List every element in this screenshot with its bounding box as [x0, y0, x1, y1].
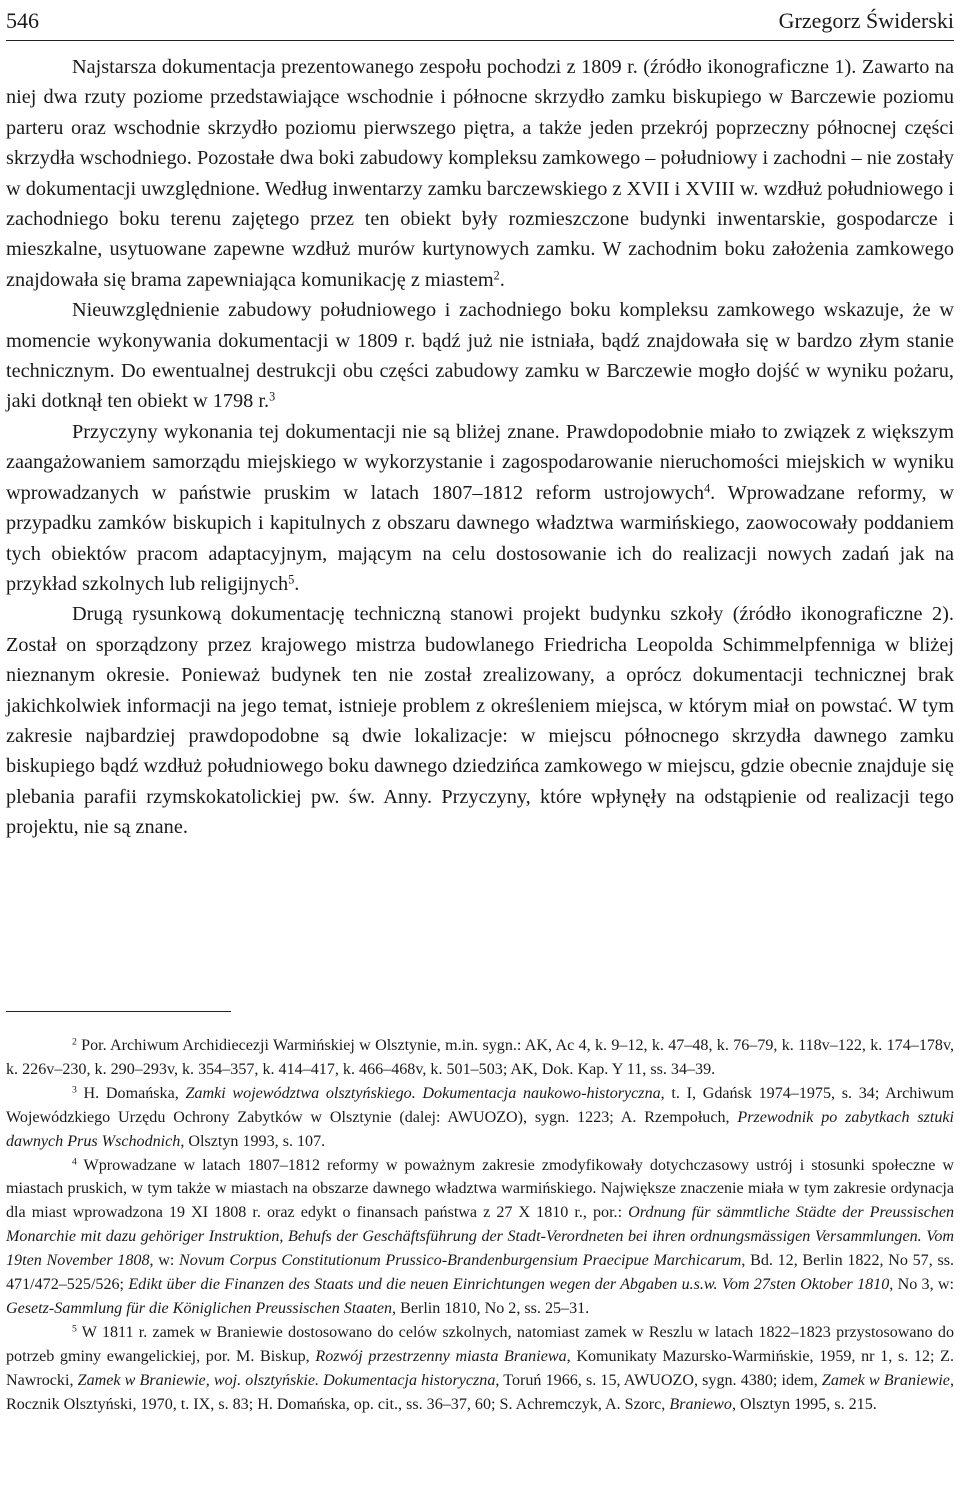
text-run: , Komunikaty Mazursko-Warmińskie, 1959, nr 1, s. 12; Z. Nawrocki,	[6, 1347, 954, 1389]
italic-title: Zamek w Braniewie, woj. olsztyńskie. Dokumentacja historyczna	[77, 1371, 496, 1389]
footnotes	[6, 1034, 954, 1417]
text-run: , Berlin 1810, No 2, ss. 25–31.	[392, 1299, 590, 1317]
italic-title: Braniewo	[669, 1395, 732, 1413]
footnote-ref: 4	[704, 481, 711, 495]
main-text	[6, 52, 954, 843]
italic-title: Zamki województwa olsztyńskiego. Dokumentacja naukowo-historyczna	[185, 1084, 661, 1102]
footnote-ref: 3	[269, 389, 276, 404]
text-run: Wprowadzane w latach 1807–1812 reformy w poważnym zakresie zmodyfikowały dotychczasowy ustrój i stosunki społeczne w miastach pruskich, w tym także w miastach na obszarze dawnego władztwa warmińskiego. Największe znaczenie miała w tym zakresie ordynacja dla miast wprowadzona 19 XI 1808 r. oraz edykt o finansach państwa z 27 X 1810 r., por.:	[6, 1156, 954, 1222]
footnote	[6, 1154, 954, 1321]
text-run: Drugą rysunkową dokumentację techniczną stanowi projekt budynku szkoły (źródło ikonograficzne 2). Został on sporządzony przez krajowego mistrza budowlanego Friedricha Leopolda Schimmelpfenniga w bliżej nieznanym okresie. Ponieważ budynek ten nie został zrealizowany, a oprócz dokumentacji technicznej brak jakichkolwiek informacji na jego temat, istnieje problem z określeniem miejsca, w którym miał on powstać. W tym zakresie najbardziej prawdopodobne są dwie lokalizacje: w miejscu północnego skrzydła dawnego zamku biskupiego bądź wzdłuż południowego boku dawnego dziedzińca zamkowego w miejscu, gdzie obecnie znajduje się plebania parafii rzymskokatolickiej pw. św. Anny. Przyczyny, które wpłynęły na odstąpienie od realizacji tego projektu, nie są znane.	[6, 603, 954, 839]
body-paragraph	[6, 295, 954, 417]
italic-title: Gesetz-Sammlung für die Königlichen Preussischen Staaten	[6, 1299, 393, 1317]
text-run: , Rocznik Olsztyński, 1970, t. IX, s. 83; H. Domańska, op. cit., ss. 36–37, 60; S. Achremczyk, A. Szorc,	[6, 1371, 954, 1413]
text-run: Nieuwzględnienie zabudowy południowego i zachodniego boku kompleksu zamkowego wskazuje, że w momencie wykonywania dokumentacji w 1809 r. bądź już nie istniała, bądź znajdowała się w bardzo złym stanie technicznym. Do ewentualnej destrukcji obu części zabudowy zamku w Barczewie mogło dojść w wyniku pożaru, jaki dotknął ten obiekt w 1798 r.	[6, 299, 954, 413]
text-run: , Bd. 12, Berlin 1822, No 57, ss. 471/472–525/526;	[6, 1252, 955, 1294]
text-run: . Wprowadzane reformy, w przypadku zamków biskupich i kapitulnych z obszaru dawnego władztwa warmińskiego, zaowocowały poddaniem tych obiektów pracom adaptacyjnym, mającym na celu dostosowanie ich do realizacji nowych zadań jak na przykład szkolnych lub religijnych	[6, 481, 955, 595]
text-run: Przyczyny wykonania tej dokumentacji nie są bliżej znane. Prawdopodobnie miało to związek z większym zaangażowaniem samorządu miejskiego w wykorzystanie i zagospodarowanie nieruchomości miejskich w wyniku wprowadzanych w państwie pruskim w latach 1807–1812 reform ustrojowych	[6, 420, 954, 504]
running-head-author: Grzegorz Świderski	[778, 8, 954, 33]
text-run: H. Domańska,	[76, 1084, 186, 1102]
text-run: , Toruń 1966, s. 15, AWUOZO, sygn. 4380; idem,	[495, 1371, 822, 1389]
text-run: .	[294, 572, 300, 595]
footnote	[6, 1321, 954, 1417]
running-header	[6, 6, 954, 40]
footnote	[6, 1082, 954, 1154]
body-paragraph	[6, 417, 954, 599]
text-run: , t. I, Gdańsk 1974–1975, s. 34; Archiwum Wojewódzkiego Urzędu Ochrony Zabytków w Olsztynie (dalej: AWUOZO), sygn. 1223; A. Rzempołuch,	[6, 1084, 954, 1126]
footnote-separator	[6, 1011, 231, 1012]
italic-title: Novum Corpus Constitutionum Prussico-Brandenburgensium Praecipue Marchicarum	[179, 1252, 742, 1270]
text-run: Por. Archiwum Archidiecezji Warmińskiej w Olsztynie, m.in. sygn.: AK, Ac 4, k. 9–12, k. 47–48, k. 76–79, k. 118v–122, k. 174–178v, k. 226v–230, k. 290–293v, k. 354–357, k. 414–417, k. 466–468v, k. 501–503; AK, Dok. Kap. Y 11, ss. 34–39.	[6, 1037, 954, 1078]
text-run: , w:	[149, 1252, 180, 1270]
italic-title: Ordnung für sämmtliche Städte der Preussischen Monarchie mit dazu gehöriger Instruktion, Behufs der Geschäftsführung der Stadt-Verordneten bei ihren ordnungsmässigen Versammlungen. Vom 19ten November 1808	[6, 1204, 955, 1270]
footnote-ref: 3	[72, 1084, 77, 1096]
text-run: , Olsztyn 1995, s. 215.	[731, 1395, 877, 1413]
footnote-ref: 5	[288, 572, 295, 587]
italic-title: Edikt über die Finanzen des Staats und die neuen Einrichtungen wegen der Abgaben u.s.w. Vom 27sten Oktober 1810	[128, 1276, 890, 1294]
italic-title: Zamek w Braniewie	[821, 1371, 950, 1389]
header-rule	[6, 40, 954, 41]
italic-title: Rozwój przestrzenny miasta Braniewa	[315, 1347, 567, 1365]
footnote-ref: 2	[72, 1036, 77, 1048]
page-number: 546	[6, 8, 39, 33]
italic-title: Przewodnik po zabytkach sztuki dawnych Prus Wschodnich	[6, 1108, 954, 1150]
footnote-ref: 2	[493, 268, 500, 283]
text-run: W 1811 r. zamek w Braniewie dostosowano do celów szkolnych, natomiast zamek w Reszlu w latach 1822–1823 przystosowano do potrzeb gminy ewangelickiej, por. M. Biskup,	[6, 1323, 954, 1365]
footnote	[6, 1034, 954, 1082]
text-run: .	[499, 268, 505, 291]
footnote-ref: 5	[72, 1323, 77, 1335]
body-paragraph	[6, 52, 954, 295]
text-run: , Olsztyn 1993, s. 107.	[180, 1132, 326, 1150]
body-paragraph	[6, 599, 954, 842]
text-run: , No 3, w:	[889, 1276, 954, 1294]
footnote-ref: 4	[72, 1156, 77, 1168]
text-run: Najstarsza dokumentacja prezentowanego zespołu pochodzi z 1809 r. (źródło ikonograficzne 1). Zawarto na niej dwa rzuty poziome przedstawiające wschodnie i północne skrzydło zamku biskupiego w Barczewie poziomu parteru oraz wschodnie skrzydło poziomu pierwszego piętra, a także jeden przekrój poprzeczny północnej części skrzydła wschodniego. Pozostałe dwa boki zabudowy kompleksu zamkowego – południowy i zachodni – nie zostały w dokumentacji uwzględnione. Według inwentarzy zamku barczewskiego z XVII i XVIII w. wzdłuż południowego i zachodniego boku terenu zajętego przez ten obiekt były rozmieszczone budynki inwentarskie, gospodarcze i mieszkalne, usytuowane zapewne wzdłuż murów kurtynowych zamku. W zachodnim boku założenia zamkowego znajdowała się brama zapewniająca komunikację z miastem	[6, 56, 954, 291]
